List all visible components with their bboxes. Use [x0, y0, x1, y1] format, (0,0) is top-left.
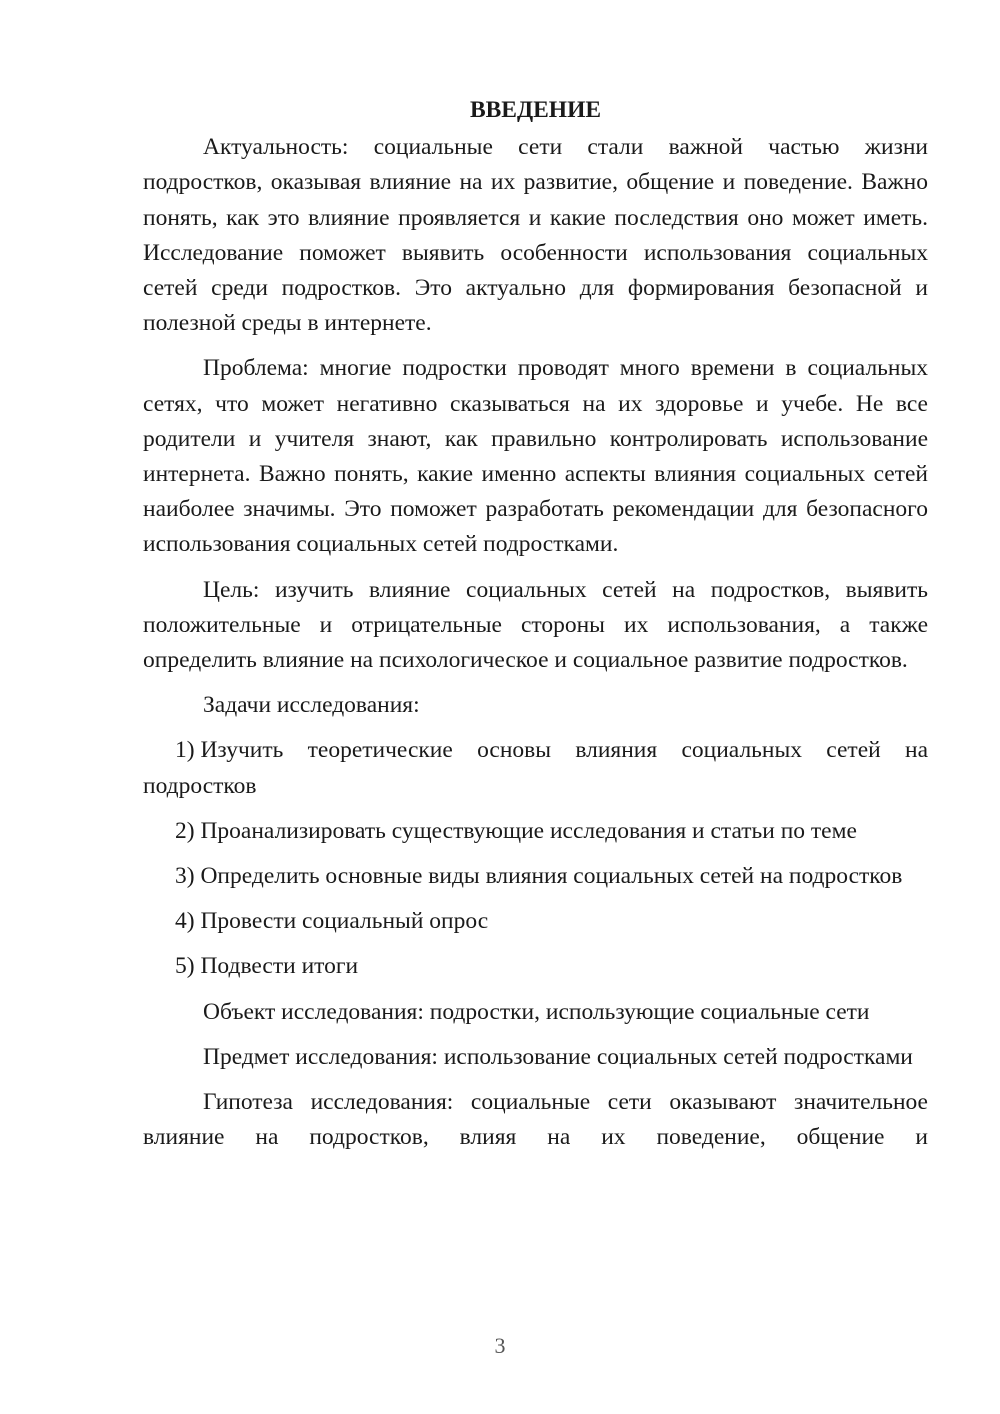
task-item	[143, 949, 928, 984]
task-text: Проанализировать существующие исследования и статьи по теме	[200, 817, 857, 844]
page-number: 3	[494, 1333, 506, 1358]
page-content	[143, 93, 928, 1165]
object-paragraph: Объект исследования: подростки, использующие социальные сети	[203, 998, 870, 1025]
problem-paragraph: Проблема: многие подростки проводят много времени в социальных сетях, что может негативно сказываться на их здоровье и учебе. Не все родители и учителя знают, как правильно контролировать использование интернета. Важно понять, какие именно аспекты влияния социальных сетей наиболее значимы. Это поможет разработать рекомендации для безопасного использования социальных сетей подростками.	[143, 355, 928, 558]
task-number: 5)	[175, 953, 195, 980]
section-title: ВВЕДЕНИЕ	[469, 97, 602, 123]
hypothesis-paragraph: Гипотеза исследования: социальные сети оказывают значительное влияние на подростков, влияя на их поведение, общение и	[143, 1089, 928, 1151]
task-item	[143, 904, 928, 939]
relevance-paragraph: Актуальность: социальные сети стали важной частью жизни подростков, оказывая влияние на их развитие, общение и поведение. Важно понять, как это влияние проявляется и какие последствия оно может иметь. Исследование поможет выявить особенности использования социальных сетей среди подростков. Это актуально для формирования безопасной и полезной среды в интернете.	[143, 134, 928, 337]
task-number: 2)	[175, 817, 195, 844]
goal-paragraph: Цель: изучить влияние социальных сетей на подростков, выявить положительные и отрицательные стороны их использования, а также определить влияние на психологическое и социальное развитие подростков.	[143, 576, 928, 674]
task-item	[143, 814, 928, 849]
task-item	[143, 859, 928, 894]
task-text: Изучить теоретические основы влияния социальных сетей на подростков	[143, 737, 928, 799]
task-number: 3)	[175, 863, 195, 890]
task-text: Подвести итоги	[200, 953, 359, 980]
subject-paragraph: Предмет исследования: использование социальных сетей подростками	[203, 1043, 913, 1070]
tasks-heading: Задачи исследования:	[203, 692, 420, 719]
task-text: Провести социальный опрос	[200, 908, 489, 935]
task-text: Определить основные виды влияния социальных сетей на подростков	[200, 863, 903, 890]
task-item	[143, 733, 928, 803]
task-number: 1)	[175, 737, 195, 764]
task-number: 4)	[175, 908, 195, 935]
